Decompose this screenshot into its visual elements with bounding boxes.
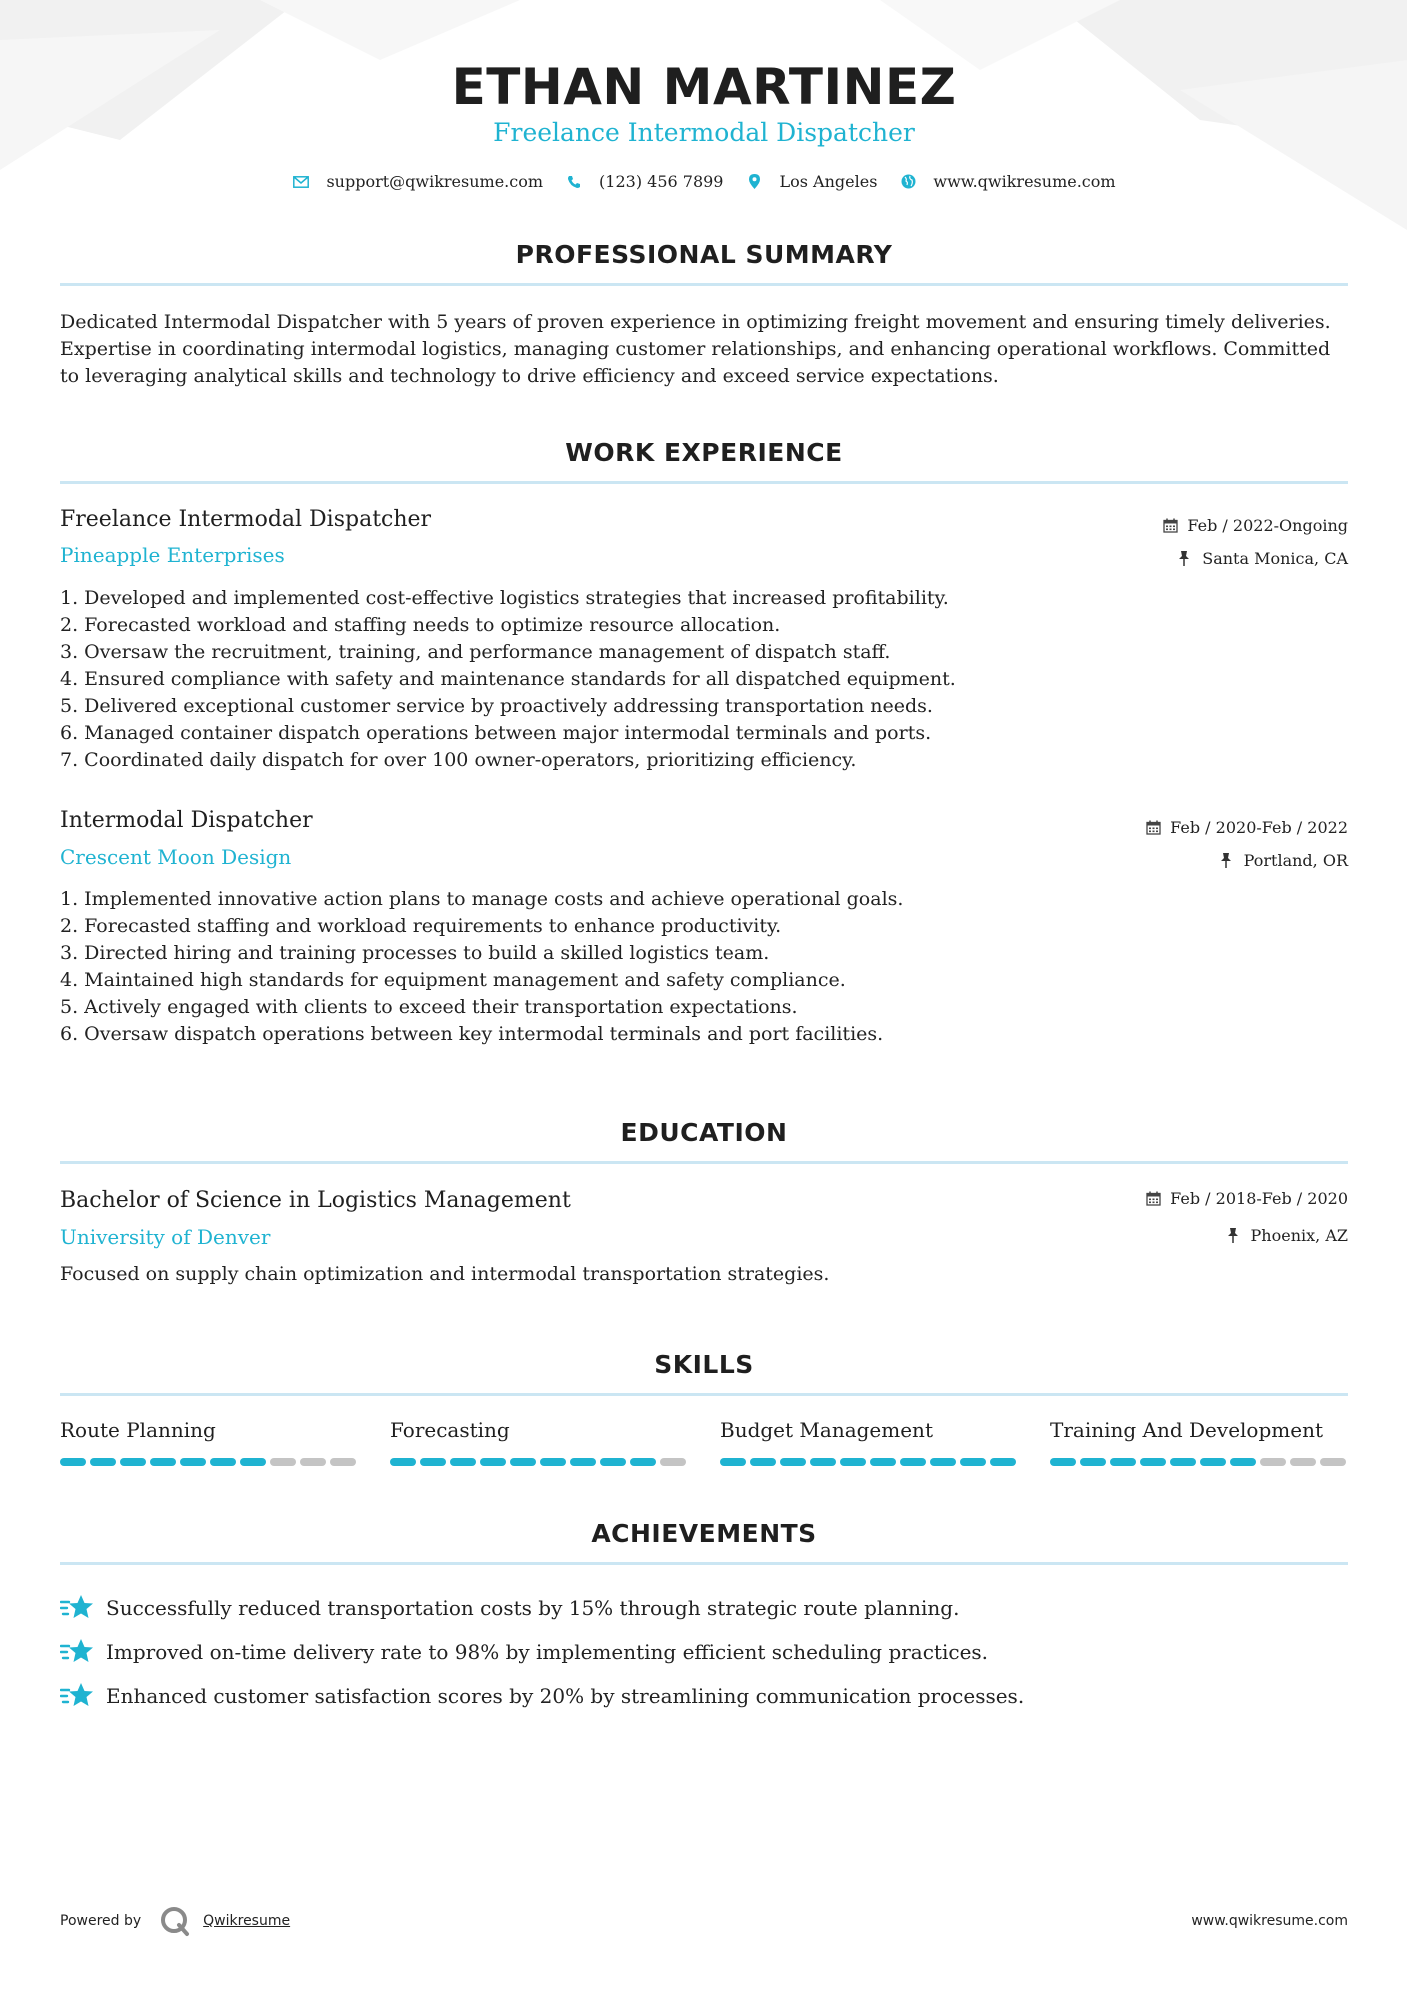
job-bullet: 3. Oversaw the recruitment, training, and performance management of dispatch staff. [60,641,891,663]
job-bullet: 1. Implemented innovative action plans to manage costs and achieve operational goals. [60,888,904,910]
education-dates [1146,1189,1348,1208]
achievement-item [60,1674,1348,1718]
skill-level-segment [60,1458,86,1466]
contact-phone[interactable] [565,172,723,191]
skill-name: Budget Management [720,1418,933,1442]
email-text: support@qwikresume.com [326,172,544,191]
skill-level-segment [780,1458,806,1466]
job-bullet: 6. Managed container dispatch operations between major intermodal terminals and ports. [60,722,932,744]
footer [60,1905,1348,1937]
skill-level-segment [240,1458,266,1466]
education-location [1227,1226,1348,1245]
website-text: www.qwikresume.com [933,172,1116,191]
job-title: Intermodal Dispatcher [60,808,313,833]
location-text: Los Angeles [779,172,878,191]
pushpin-icon [1220,853,1236,869]
footer-website-link[interactable]: www.qwikresume.com [1191,1913,1348,1929]
skill-level-segment [300,1458,326,1466]
skill-level-segment [870,1458,896,1466]
job-location-text: Portland, OR [1243,851,1348,870]
skill-level-segment [600,1458,626,1466]
job-bullets [60,886,1348,1048]
powered-by-label: Powered by [60,1913,142,1929]
achievement-text: Enhanced customer satisfaction scores by 20% by streamlining communication processes. [106,1684,1025,1708]
pushpin-icon [1178,551,1194,567]
summary-line: to leveraging analytical skills and technology to drive efficiency and exceed service expectations. [60,365,999,387]
degree-title: Bachelor of Science in Logistics Management [60,1188,571,1213]
contact-bar [60,172,1348,191]
education-dates-text: Feb / 2018-Feb / 2020 [1170,1189,1348,1208]
job-bullet: 6. Oversaw dispatch operations between key intermodal terminals and port facilities. [60,1023,884,1045]
calendar-icon [1163,518,1179,534]
skill-level-segment [900,1458,926,1466]
achievements-divider [60,1562,1348,1565]
skill-level-segment [960,1458,986,1466]
brand-link[interactable]: Qwikresume [203,1913,291,1929]
job-location [1220,851,1348,870]
job-dates-text: Feb / 2022-Ongoing [1187,516,1348,535]
skill-level-segment [1080,1458,1106,1466]
summary-line: Expertise in coordinating intermodal logistics, managing customer relationships, and enhancing operational workflows. Committed [60,338,1331,360]
school-name: University of Denver [60,1225,271,1249]
skill-level-bar [390,1458,690,1466]
phone-icon [565,173,583,191]
envelope-icon [292,173,310,191]
skill-level-segment [330,1458,356,1466]
globe-icon [899,173,917,191]
job-bullets [60,585,1348,774]
skill-level-segment [150,1458,176,1466]
map-pin-icon [745,173,763,191]
skills-grid [60,1418,1348,1466]
skill-level-segment [630,1458,656,1466]
achievement-text: Improved on-time delivery rate to 98% by implementing efficient scheduling practices. [106,1640,989,1664]
skill-level-bar [720,1458,1020,1466]
achievement-item [60,1630,1348,1674]
skill-level-segment [1320,1458,1346,1466]
skill-level-segment [1050,1458,1076,1466]
star-icon [60,1593,94,1623]
education-divider [60,1161,1348,1164]
skill-level-segment [1290,1458,1316,1466]
skill-level-segment [510,1458,536,1466]
job-location-text: Santa Monica, CA [1202,549,1348,568]
star-icon [60,1681,94,1711]
job-company: Crescent Moon Design [60,845,292,869]
candidate-name: ETHAN MARTINEZ [451,58,957,116]
job-company: Pineapple Enterprises [60,543,285,567]
skill-level-segment [420,1458,446,1466]
skill-level-segment [270,1458,296,1466]
job-bullet: 2. Forecasted staffing and workload requirements to enhance productivity. [60,915,782,937]
experience-heading: WORK EXPERIENCE [565,438,843,467]
achievement-item [60,1586,1348,1630]
contact-email[interactable] [292,172,543,191]
skill-level-segment [1260,1458,1286,1466]
skill-level-segment [840,1458,866,1466]
skill-level-segment [210,1458,236,1466]
skill-level-segment [750,1458,776,1466]
skill-level-segment [1200,1458,1226,1466]
job-bullet: 3. Directed hiring and training processes to build a skilled logistics team. [60,942,770,964]
experience-divider [60,481,1348,484]
candidate-role: Freelance Intermodal Dispatcher [493,118,915,147]
skill-level-bar [60,1458,360,1466]
job-title: Freelance Intermodal Dispatcher [60,507,432,532]
education-description: Focused on supply chain optimization and intermodal transportation strategies. [60,1263,830,1285]
calendar-icon [1146,1191,1162,1207]
skill-item [1050,1418,1350,1466]
skill-level-segment [390,1458,416,1466]
job-bullet: 7. Coordinated daily dispatch for over 100 owner-operators, prioritizing efficiency. [60,749,857,771]
qwikresume-logo [159,1905,191,1937]
skill-item [60,1418,360,1466]
job-bullet: 4. Maintained high standards for equipment management and safety compliance. [60,969,846,991]
skill-item [720,1418,1020,1466]
job-dates [1146,818,1348,837]
contact-location [745,172,877,191]
achievement-text: Successfully reduced transportation costs by 15% through strategic route planning. [106,1596,960,1620]
summary-line: Dedicated Intermodal Dispatcher with 5 years of proven experience in optimizing freight movement and ensuring timely deliveries. [60,311,1331,333]
star-icon [60,1637,94,1667]
skill-level-segment [1140,1458,1166,1466]
skill-level-segment [450,1458,476,1466]
skill-level-segment [990,1458,1016,1466]
job-bullet: 4. Ensured compliance with safety and maintenance standards for all dispatched equipment. [60,668,956,690]
skill-level-segment [1230,1458,1256,1466]
contact-website[interactable] [899,172,1115,191]
skill-level-segment [930,1458,956,1466]
skill-level-segment [1110,1458,1136,1466]
summary-divider [60,283,1348,286]
achievements-list [60,1586,1348,1718]
skill-name: Forecasting [390,1418,510,1442]
skills-heading: SKILLS [654,1350,754,1379]
skill-name: Route Planning [60,1418,216,1442]
skills-divider [60,1393,1348,1396]
job-bullet: 5. Delivered exceptional customer service by proactively addressing transportation needs. [60,695,933,717]
skill-level-segment [810,1458,836,1466]
job-bullet: 5. Actively engaged with clients to exceed their transportation expectations. [60,996,798,1018]
education-heading: EDUCATION [620,1118,788,1147]
summary-text [60,309,1348,390]
job-dates-text: Feb / 2020-Feb / 2022 [1170,818,1348,837]
job-location [1178,549,1348,568]
skill-level-segment [1170,1458,1196,1466]
skill-level-segment [120,1458,146,1466]
skill-level-segment [720,1458,746,1466]
skill-level-segment [480,1458,506,1466]
job-bullet: 2. Forecasted workload and staffing needs to optimize resource allocation. [60,614,781,636]
job-bullet: 1. Developed and implemented cost-effective logistics strategies that increased profitability. [60,587,949,609]
skill-name: Training And Development [1050,1418,1323,1442]
skill-level-segment [660,1458,686,1466]
skill-level-segment [570,1458,596,1466]
calendar-icon [1146,820,1162,836]
skill-level-segment [180,1458,206,1466]
skill-item [390,1418,690,1466]
education-location-text: Phoenix, AZ [1250,1226,1348,1245]
achievements-heading: ACHIEVEMENTS [591,1519,817,1548]
job-dates [1163,516,1348,535]
skill-level-segment [540,1458,566,1466]
summary-heading: PROFESSIONAL SUMMARY [515,240,893,269]
skill-level-bar [1050,1458,1350,1466]
pushpin-icon [1227,1228,1243,1244]
skill-level-segment [90,1458,116,1466]
phone-text: (123) 456 7899 [599,172,724,191]
